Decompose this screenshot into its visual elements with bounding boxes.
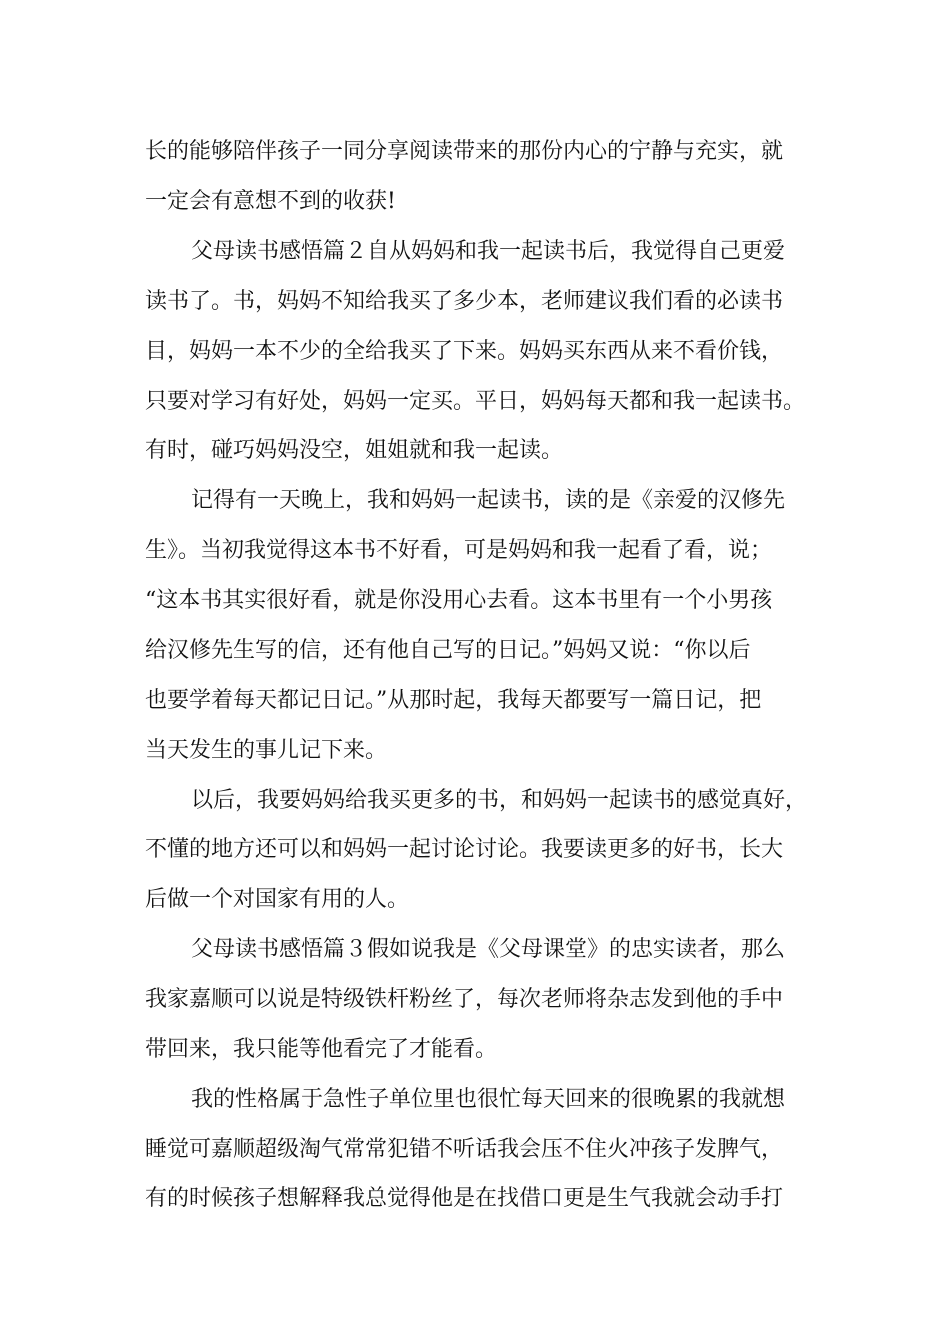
text-line: 读书了。书，妈妈不知给我买了多少本，老师建议我们看的必读书 [145,289,784,314]
text-line: 带回来，我只能等他看完了才能看。 [145,1037,498,1062]
text-line: 记得有一天晚上，我和妈妈一起读书，读的是《亲爱的汉修先 [191,488,786,513]
text-line: 有时，碰巧妈妈没空，姐姐就和我一起读。 [145,438,564,463]
text-line: 有的时候孩子想解释我总觉得他是在找借口更是生气我就会动手打 [145,1186,784,1211]
text-line: 目，妈妈一本不少的全给我买了下来。妈妈买东西从来不看价钱， [145,339,784,364]
text-line: 不懂的地方还可以和妈妈一起讨论讨论。我要读更多的好书，长大 [145,837,784,862]
text-line: 一定会有意想不到的收获! [145,189,396,214]
text-line: 睡觉可嘉顺超级淘气常常犯错不听话我会压不住火冲孩子发脾气， [145,1137,784,1162]
text-line: 我家嘉顺可以说是特级铁杆粉丝了，每次老师将杂志发到他的手中 [145,987,784,1012]
text-line: 只要对学习有好处，妈妈一定买。平日，妈妈每天都和我一起读书。 [145,389,806,414]
text-line: “这本书其实很好看，就是你没用心去看。这本书里有一个小男孩 [145,588,773,613]
text-line: 父母读书感悟篇２自从妈妈和我一起读书后，我觉得自己更爱 [191,239,786,264]
text-line: 当天发生的事儿记下来。 [145,738,388,763]
text-line: 给汉修先生写的信，还有他自己写的日记。”妈妈又说：“你以后 [145,638,751,663]
text-line: 长的能够陪伴孩子一同分享阅读带来的那份内心的宁静与充实，就 [145,139,784,164]
text-line: 父母读书感悟篇３假如说我是《父母课堂》的忠实读者，那么 [191,937,786,962]
text-line: 生》。当初我觉得这本书不好看，可是妈妈和我一起看了看，说； [145,538,773,563]
text-line: 以后，我要妈妈给我买更多的书，和妈妈一起读书的感觉真好， [191,788,808,813]
text-line: 也要学着每天都记日记。”从那时起，我每天都要写一篇日记，把 [145,688,762,713]
text-line: 我的性格属于急性子单位里也很忙每天回来的很晚累的我就想 [191,1087,786,1112]
text-line: 后做一个对国家有用的人。 [145,887,410,912]
